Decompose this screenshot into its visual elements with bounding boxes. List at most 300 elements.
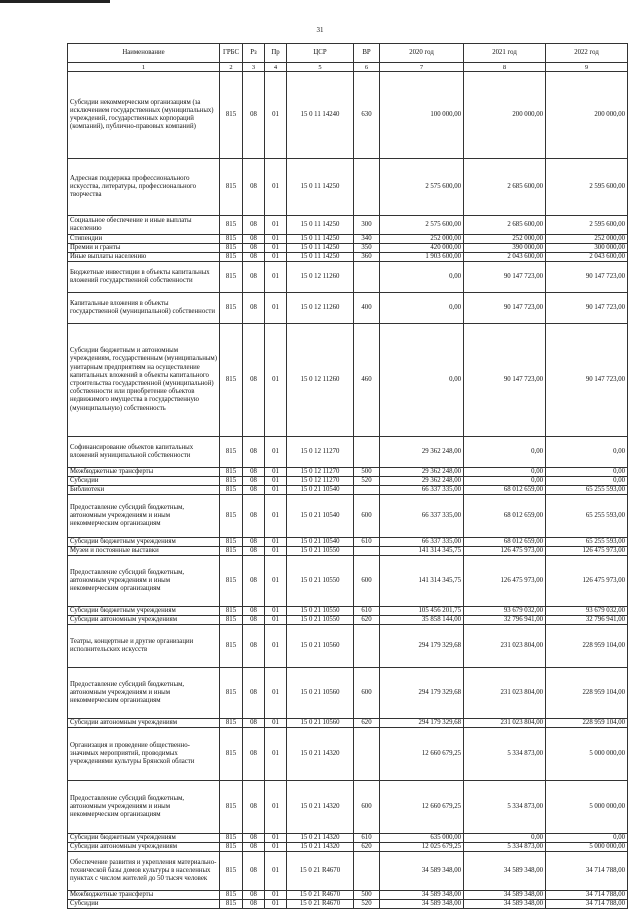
row-grbs: 815 — [220, 262, 243, 293]
row-csr: 15 0 12 11270 — [287, 437, 354, 468]
row-vr: 340 — [354, 235, 380, 244]
row-csr: 15 0 12 11260 — [287, 324, 354, 437]
row-csr: 15 0 21 10550 — [287, 556, 354, 607]
table-row — [68, 616, 628, 625]
row-2022: 0,00 — [546, 468, 628, 477]
row-name: Капитальные вложения в объекты государственной (муниципальной) собственности — [68, 293, 220, 324]
row-2022: 0,00 — [546, 834, 628, 843]
row-name: Субсидии некоммерческим организациям (за исключением государственных (муниципальных) учреждений, государственных корпораций (компаний), публично-правовых компаний) — [68, 72, 220, 159]
row-vr: 500 — [354, 891, 380, 900]
row-pr: 01 — [265, 262, 287, 293]
row-vr: 600 — [354, 781, 380, 834]
row-2020: 420 000,00 — [380, 244, 464, 253]
table-row — [68, 538, 628, 547]
row-name: Предоставление субсидий бюджетным, автономным учреждениям и иным некоммерческим организациям — [68, 556, 220, 607]
row-csr: 15 0 21 10560 — [287, 625, 354, 668]
row-2020: 105 456 201,75 — [380, 607, 464, 616]
row-rz: 08 — [243, 852, 265, 891]
table-row — [68, 607, 628, 616]
top-edge-bar — [0, 0, 110, 3]
row-2022: 0,00 — [546, 437, 628, 468]
table-row — [68, 834, 628, 843]
row-pr: 01 — [265, 668, 287, 719]
table-row — [68, 495, 628, 538]
row-grbs: 815 — [220, 556, 243, 607]
row-2022: 0,00 — [546, 477, 628, 486]
row-csr: 15 0 12 11260 — [287, 262, 354, 293]
row-2020: 29 362 248,00 — [380, 437, 464, 468]
row-vr: 500 — [354, 468, 380, 477]
row-2020: 29 362 248,00 — [380, 477, 464, 486]
row-pr: 01 — [265, 891, 287, 900]
row-2021: 90 147 723,00 — [464, 262, 546, 293]
row-csr: 15 0 21 10540 — [287, 486, 354, 495]
row-vr: 520 — [354, 477, 380, 486]
row-grbs: 815 — [220, 216, 243, 235]
row-2021: 68 012 659,00 — [464, 538, 546, 547]
row-pr: 01 — [265, 72, 287, 159]
row-2021: 2 685 600,00 — [464, 159, 546, 216]
row-2020: 294 179 329,68 — [380, 625, 464, 668]
row-name: Социальное обеспечение и иные выплаты населению — [68, 216, 220, 235]
table-row — [68, 253, 628, 262]
row-pr: 01 — [265, 852, 287, 891]
row-rz: 08 — [243, 486, 265, 495]
table-body — [68, 72, 628, 909]
row-vr: 600 — [354, 495, 380, 538]
row-2021: 34 589 348,00 — [464, 900, 546, 909]
row-rz: 08 — [243, 728, 265, 781]
row-rz: 08 — [243, 216, 265, 235]
row-2022: 200 000,00 — [546, 72, 628, 159]
page-number: 31 — [316, 26, 324, 34]
row-grbs: 815 — [220, 324, 243, 437]
row-2022: 2 043 600,00 — [546, 253, 628, 262]
row-vr: 350 — [354, 244, 380, 253]
row-name: Межбюджетные трансферты — [68, 891, 220, 900]
row-grbs: 815 — [220, 616, 243, 625]
row-name: Субсидии бюджетным и автономным учреждениям, государственным (муниципальным) унитарным предприятиям на осуществление капитальных вложений в объекты капитального строительства государственной (муниципальной) собственности или приобретение объектов недвижимого имущества в государственную (муниципальную) собственность — [68, 324, 220, 437]
row-rz: 08 — [243, 616, 265, 625]
row-rz: 08 — [243, 324, 265, 437]
row-grbs: 815 — [220, 852, 243, 891]
row-name: Межбюджетные трансферты — [68, 468, 220, 477]
row-2022: 228 959 104,00 — [546, 625, 628, 668]
row-2021: 126 475 973,00 — [464, 556, 546, 607]
header-2022: 2022 год — [546, 44, 628, 63]
row-vr: 400 — [354, 293, 380, 324]
table-row — [68, 547, 628, 556]
row-rz: 08 — [243, 719, 265, 728]
row-2021: 34 589 348,00 — [464, 852, 546, 891]
table-row — [68, 843, 628, 852]
row-2020: 34 589 348,00 — [380, 900, 464, 909]
row-2020: 29 362 248,00 — [380, 468, 464, 477]
row-vr: 600 — [354, 668, 380, 719]
row-pr: 01 — [265, 235, 287, 244]
header-2020: 2020 год — [380, 44, 464, 63]
row-2020: 2 575 600,00 — [380, 159, 464, 216]
row-2022: 300 000,00 — [546, 244, 628, 253]
row-grbs: 815 — [220, 900, 243, 909]
row-vr: 460 — [354, 324, 380, 437]
column-number: 6 — [354, 63, 380, 72]
row-2021: 231 023 804,00 — [464, 719, 546, 728]
row-2021: 126 475 973,00 — [464, 547, 546, 556]
row-csr: 15 0 21 14320 — [287, 781, 354, 834]
row-csr: 15 0 21 10560 — [287, 719, 354, 728]
row-vr — [354, 547, 380, 556]
row-2021: 93 679 032,00 — [464, 607, 546, 616]
row-csr: 15 0 21 14320 — [287, 728, 354, 781]
row-2022: 90 147 723,00 — [546, 324, 628, 437]
column-number: 3 — [243, 63, 265, 72]
row-csr: 15 0 21 R4670 — [287, 891, 354, 900]
row-grbs: 815 — [220, 244, 243, 253]
row-2020: 294 179 329,68 — [380, 719, 464, 728]
row-name: Субсидии автономным учреждениям — [68, 719, 220, 728]
row-2022: 252 000,00 — [546, 235, 628, 244]
header-grbs: ГРБС — [220, 44, 243, 63]
column-number: 8 — [464, 63, 546, 72]
row-rz: 08 — [243, 538, 265, 547]
row-grbs: 815 — [220, 728, 243, 781]
row-2020: 12 025 679,25 — [380, 843, 464, 852]
row-csr: 15 0 12 11270 — [287, 477, 354, 486]
row-rz: 08 — [243, 244, 265, 253]
row-vr: 360 — [354, 253, 380, 262]
row-grbs: 815 — [220, 486, 243, 495]
row-2020: 66 337 335,00 — [380, 495, 464, 538]
row-name: Организация и проведение общественно-значимых мероприятий, проводимых учреждениями культуры Брянской области — [68, 728, 220, 781]
table-row — [68, 486, 628, 495]
row-2021: 2 043 600,00 — [464, 253, 546, 262]
table-row — [68, 216, 628, 235]
row-pr: 01 — [265, 253, 287, 262]
row-name: Библиотеки — [68, 486, 220, 495]
table-row — [68, 262, 628, 293]
row-2022: 65 255 593,00 — [546, 486, 628, 495]
row-grbs: 815 — [220, 477, 243, 486]
row-pr: 01 — [265, 538, 287, 547]
row-name: Софинансирование объектов капитальных вложений муниципальной собственности — [68, 437, 220, 468]
row-name: Предоставление субсидий бюджетным, автономным учреждениям и иным некоммерческим организациям — [68, 781, 220, 834]
row-2020: 12 660 679,25 — [380, 728, 464, 781]
row-csr: 15 0 21 14320 — [287, 843, 354, 852]
row-rz: 08 — [243, 72, 265, 159]
row-2022: 228 959 104,00 — [546, 719, 628, 728]
row-2021: 32 796 941,00 — [464, 616, 546, 625]
row-grbs: 815 — [220, 253, 243, 262]
row-name: Предоставление субсидий бюджетным, автономным учреждениям и иным некоммерческим организациям — [68, 495, 220, 538]
row-vr — [354, 625, 380, 668]
row-2020: 294 179 329,68 — [380, 668, 464, 719]
row-csr: 15 0 21 10550 — [287, 547, 354, 556]
row-rz: 08 — [243, 843, 265, 852]
row-csr: 15 0 11 14250 — [287, 159, 354, 216]
row-csr: 15 0 11 14250 — [287, 244, 354, 253]
row-2022: 5 000 000,00 — [546, 781, 628, 834]
row-vr: 300 — [354, 216, 380, 235]
row-2021: 200 000,00 — [464, 72, 546, 159]
row-csr: 15 0 12 11260 — [287, 293, 354, 324]
row-name: Субсидии — [68, 900, 220, 909]
row-pr: 01 — [265, 728, 287, 781]
row-csr: 15 0 12 11270 — [287, 468, 354, 477]
row-2020: 66 337 335,00 — [380, 486, 464, 495]
row-vr — [354, 728, 380, 781]
table-row — [68, 900, 628, 909]
row-2021: 252 000,00 — [464, 235, 546, 244]
row-pr: 01 — [265, 293, 287, 324]
row-vr: 620 — [354, 843, 380, 852]
row-2021: 5 334 873,00 — [464, 781, 546, 834]
row-csr: 15 0 21 10540 — [287, 538, 354, 547]
row-2022: 65 255 593,00 — [546, 538, 628, 547]
row-name: Субсидии бюджетным учреждениям — [68, 538, 220, 547]
row-vr — [354, 262, 380, 293]
row-rz: 08 — [243, 477, 265, 486]
row-rz: 08 — [243, 607, 265, 616]
row-pr: 01 — [265, 607, 287, 616]
row-2021: 90 147 723,00 — [464, 293, 546, 324]
row-2021: 68 012 659,00 — [464, 486, 546, 495]
row-vr — [354, 486, 380, 495]
row-2022: 2 595 600,00 — [546, 216, 628, 235]
row-rz: 08 — [243, 625, 265, 668]
row-2022: 90 147 723,00 — [546, 293, 628, 324]
header-row — [68, 44, 628, 63]
header-name: Наименование — [68, 44, 220, 63]
table-row — [68, 324, 628, 437]
row-csr: 15 0 21 10540 — [287, 495, 354, 538]
row-2020: 0,00 — [380, 262, 464, 293]
row-csr: 15 0 21 R4670 — [287, 900, 354, 909]
row-2022: 228 959 104,00 — [546, 668, 628, 719]
row-2021: 0,00 — [464, 468, 546, 477]
row-pr: 01 — [265, 216, 287, 235]
row-name: Субсидии бюджетным учреждениям — [68, 834, 220, 843]
row-rz: 08 — [243, 547, 265, 556]
row-rz: 08 — [243, 468, 265, 477]
row-pr: 01 — [265, 834, 287, 843]
row-name: Субсидии — [68, 477, 220, 486]
table-row — [68, 293, 628, 324]
table-row — [68, 719, 628, 728]
row-2020: 34 589 348,00 — [380, 891, 464, 900]
row-name: Субсидии автономным учреждениям — [68, 843, 220, 852]
row-pr: 01 — [265, 477, 287, 486]
row-2022: 2 595 600,00 — [546, 159, 628, 216]
row-2022: 90 147 723,00 — [546, 262, 628, 293]
row-vr: 600 — [354, 556, 380, 607]
row-vr: 630 — [354, 72, 380, 159]
header-pr: Пр — [265, 44, 287, 63]
row-rz: 08 — [243, 159, 265, 216]
row-pr: 01 — [265, 486, 287, 495]
row-pr: 01 — [265, 547, 287, 556]
row-2020: 141 314 345,75 — [380, 547, 464, 556]
row-vr: 610 — [354, 607, 380, 616]
table-row — [68, 852, 628, 891]
row-csr: 15 0 21 10550 — [287, 607, 354, 616]
column-number: 7 — [380, 63, 464, 72]
row-csr: 15 0 21 10560 — [287, 668, 354, 719]
row-name: Предоставление субсидий бюджетным, автономным учреждениям и иным некоммерческим организациям — [68, 668, 220, 719]
header-csr: ЦСР — [287, 44, 354, 63]
row-grbs: 815 — [220, 891, 243, 900]
header-rz: Рз — [243, 44, 265, 63]
row-2020: 635 000,00 — [380, 834, 464, 843]
row-rz: 08 — [243, 437, 265, 468]
row-2020: 35 858 144,00 — [380, 616, 464, 625]
row-2022: 34 714 788,00 — [546, 900, 628, 909]
table-row — [68, 244, 628, 253]
row-name: Премии и гранты — [68, 244, 220, 253]
table-row — [68, 468, 628, 477]
row-2022: 65 255 593,00 — [546, 495, 628, 538]
row-vr: 620 — [354, 719, 380, 728]
row-name: Субсидии автономным учреждениям — [68, 616, 220, 625]
row-pr: 01 — [265, 781, 287, 834]
column-number: 2 — [220, 63, 243, 72]
row-name: Адресная поддержка профессионального искусства, литературы, профессионального творчества — [68, 159, 220, 216]
row-2020: 2 575 600,00 — [380, 216, 464, 235]
row-rz: 08 — [243, 900, 265, 909]
row-2022: 5 000 000,00 — [546, 728, 628, 781]
row-vr — [354, 852, 380, 891]
column-number-row — [68, 63, 628, 72]
row-grbs: 815 — [220, 668, 243, 719]
budget-table — [67, 43, 628, 909]
table-row — [68, 781, 628, 834]
row-rz: 08 — [243, 262, 265, 293]
row-2021: 5 334 873,00 — [464, 728, 546, 781]
row-grbs: 815 — [220, 538, 243, 547]
row-name: Обеспечение развития и укрепления материально-технической базы домов культуры в населенных пунктах с числом жителей до 50 тысяч человек — [68, 852, 220, 891]
row-grbs: 815 — [220, 719, 243, 728]
row-pr: 01 — [265, 900, 287, 909]
row-2020: 252 000,00 — [380, 235, 464, 244]
row-vr: 610 — [354, 538, 380, 547]
row-2020: 0,00 — [380, 324, 464, 437]
row-csr: 15 0 21 R4670 — [287, 852, 354, 891]
row-pr: 01 — [265, 437, 287, 468]
row-rz: 08 — [243, 668, 265, 719]
table-row — [68, 668, 628, 719]
row-2021: 0,00 — [464, 437, 546, 468]
table-row — [68, 891, 628, 900]
column-number: 9 — [546, 63, 628, 72]
table-row — [68, 159, 628, 216]
row-2022: 5 000 000,00 — [546, 843, 628, 852]
row-grbs: 815 — [220, 293, 243, 324]
row-2021: 90 147 723,00 — [464, 324, 546, 437]
table-row — [68, 72, 628, 159]
row-2021: 5 334 873,00 — [464, 843, 546, 852]
row-2020: 66 337 335,00 — [380, 538, 464, 547]
row-pr: 01 — [265, 625, 287, 668]
row-rz: 08 — [243, 891, 265, 900]
row-name: Бюджетные инвестиции в объекты капитальных вложений государственной собственности — [68, 262, 220, 293]
row-pr: 01 — [265, 495, 287, 538]
row-rz: 08 — [243, 781, 265, 834]
header-vr: ВР — [354, 44, 380, 63]
row-pr: 01 — [265, 843, 287, 852]
row-csr: 15 0 11 14250 — [287, 253, 354, 262]
row-vr — [354, 159, 380, 216]
row-grbs: 815 — [220, 159, 243, 216]
row-csr: 15 0 21 10550 — [287, 616, 354, 625]
row-pr: 01 — [265, 556, 287, 607]
row-2021: 231 023 804,00 — [464, 625, 546, 668]
row-2020: 12 660 679,25 — [380, 781, 464, 834]
row-2020: 34 589 348,00 — [380, 852, 464, 891]
row-name: Музеи и постоянные выставки — [68, 547, 220, 556]
row-name: Иные выплаты населению — [68, 253, 220, 262]
row-grbs: 815 — [220, 607, 243, 616]
row-vr: 520 — [354, 900, 380, 909]
column-number: 4 — [265, 63, 287, 72]
row-grbs: 815 — [220, 468, 243, 477]
row-rz: 08 — [243, 235, 265, 244]
row-name: Субсидии бюджетным учреждениям — [68, 607, 220, 616]
row-csr: 15 0 21 14320 — [287, 834, 354, 843]
row-pr: 01 — [265, 719, 287, 728]
row-grbs: 815 — [220, 547, 243, 556]
row-vr — [354, 437, 380, 468]
row-2021: 0,00 — [464, 477, 546, 486]
row-name: Театры, концертные и другие организации исполнительских искусств — [68, 625, 220, 668]
header-2021: 2021 год — [464, 44, 546, 63]
row-2021: 68 012 659,00 — [464, 495, 546, 538]
row-2022: 32 796 941,00 — [546, 616, 628, 625]
row-2021: 2 685 600,00 — [464, 216, 546, 235]
row-rz: 08 — [243, 293, 265, 324]
row-2022: 34 714 788,00 — [546, 891, 628, 900]
row-2021: 231 023 804,00 — [464, 668, 546, 719]
row-grbs: 815 — [220, 495, 243, 538]
row-2021: 0,00 — [464, 834, 546, 843]
row-pr: 01 — [265, 324, 287, 437]
table-row — [68, 625, 628, 668]
row-grbs: 815 — [220, 625, 243, 668]
row-grbs: 815 — [220, 843, 243, 852]
row-vr: 610 — [354, 834, 380, 843]
row-pr: 01 — [265, 616, 287, 625]
row-pr: 01 — [265, 468, 287, 477]
row-2020: 100 000,00 — [380, 72, 464, 159]
row-grbs: 815 — [220, 781, 243, 834]
row-2022: 93 679 032,00 — [546, 607, 628, 616]
row-grbs: 815 — [220, 235, 243, 244]
column-number: 1 — [68, 63, 220, 72]
row-csr: 15 0 11 14250 — [287, 235, 354, 244]
table-row — [68, 235, 628, 244]
row-2020: 141 314 345,75 — [380, 556, 464, 607]
row-rz: 08 — [243, 253, 265, 262]
row-pr: 01 — [265, 244, 287, 253]
table-row — [68, 728, 628, 781]
row-grbs: 815 — [220, 834, 243, 843]
row-2021: 390 000,00 — [464, 244, 546, 253]
row-2022: 34 714 788,00 — [546, 852, 628, 891]
row-2020: 0,00 — [380, 293, 464, 324]
row-vr: 620 — [354, 616, 380, 625]
row-2021: 34 589 348,00 — [464, 891, 546, 900]
row-csr: 15 0 11 14240 — [287, 72, 354, 159]
table-row — [68, 556, 628, 607]
